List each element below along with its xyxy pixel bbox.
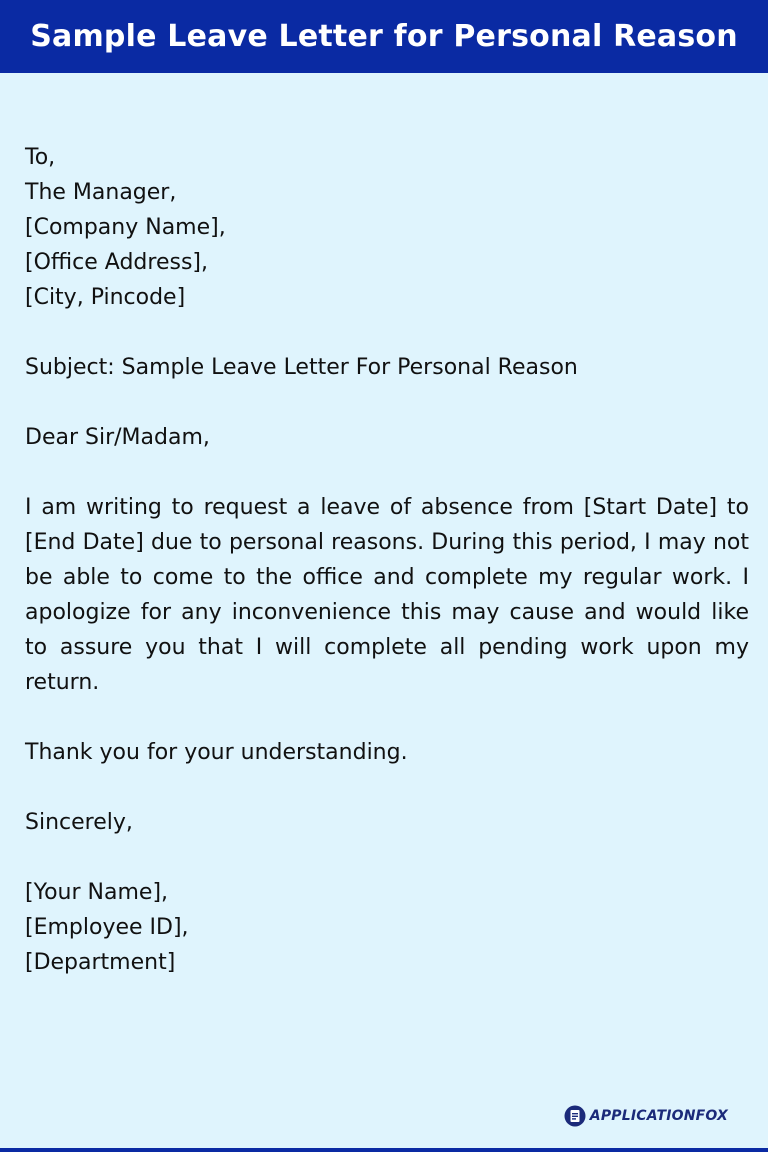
address-line: The Manager, [25, 180, 177, 205]
address-line: [Office Address], [25, 250, 208, 275]
signature-line: [Your Name], [25, 880, 169, 905]
address-line: [City, Pincode] [25, 285, 186, 310]
signature-line: [Employee ID], [25, 915, 189, 940]
subject-line [25, 350, 749, 385]
closing [25, 805, 749, 840]
bottom-divider [0, 1148, 768, 1152]
address-line: To, [25, 145, 56, 170]
address-line: [Company Name], [25, 215, 226, 240]
brand-name: APPLICATIONFOX [589, 1108, 728, 1124]
recipient-address [25, 140, 749, 315]
document-icon [564, 1105, 586, 1127]
thanks-line [25, 735, 749, 770]
salutation-text: Dear Sir/Madam, [25, 425, 210, 450]
brand-logo [564, 1105, 728, 1127]
signature-line: [Department] [25, 950, 176, 975]
signature-block [25, 875, 749, 980]
page-header [0, 0, 768, 73]
letter-body [25, 140, 749, 1015]
letter-paragraph: I am writing to request a leave of absence from [Start Date] to [End Date] due to personal reasons. During this period, I may not be able to come to the office and complete my regular work. I apologize for any inconvenience this may cause and would like to assure you that I will complete all pending work upon my return. [25, 495, 749, 695]
salutation [25, 420, 749, 455]
closing-text: Sincerely, [25, 810, 133, 835]
subject-text: Subject: Sample Leave Letter For Personal Reason [25, 355, 578, 380]
thanks-text: Thank you for your understanding. [25, 740, 408, 765]
page-title: Sample Leave Letter for Personal Reason [30, 19, 738, 54]
